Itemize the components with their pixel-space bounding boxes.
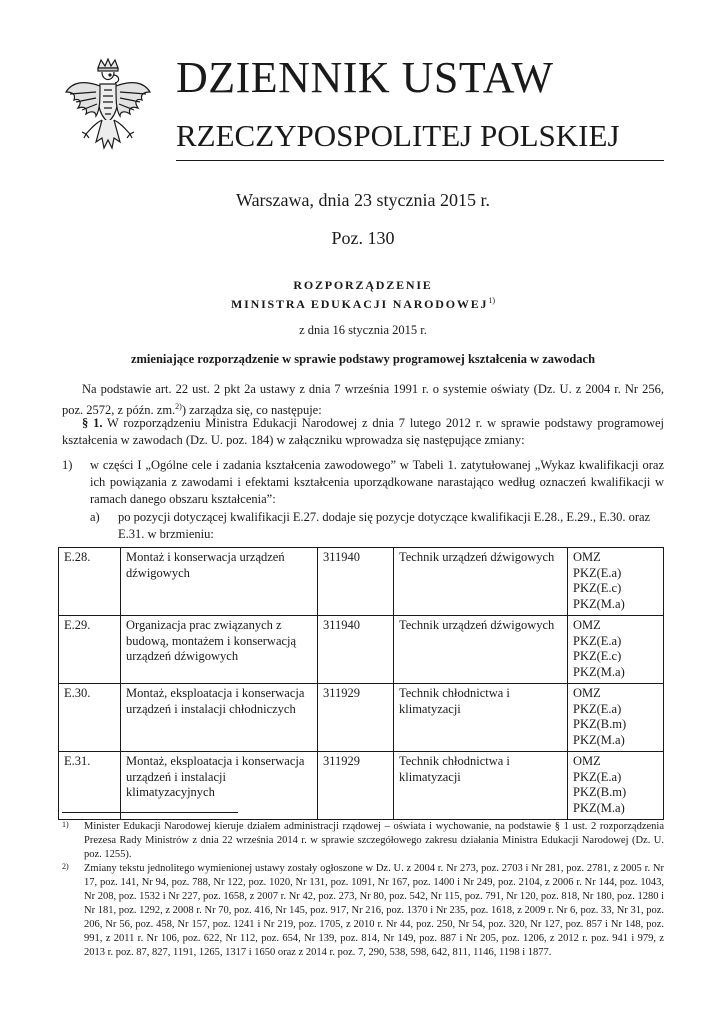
- learning-effects: [568, 684, 664, 752]
- footnote-ref-1[interactable]: 1): [488, 296, 495, 305]
- section-1-label: § 1.: [82, 416, 103, 430]
- journal-title: DZIENNIK USTAW: [176, 53, 554, 102]
- masthead: [62, 52, 664, 162]
- profession-name: Technik urządzeń dźwigowych: [394, 548, 568, 616]
- profession-code: 311929: [318, 752, 394, 820]
- effect-code: PKZ(E.a): [573, 633, 622, 648]
- footnote-divider: [62, 812, 238, 813]
- effect-code: OMZ: [573, 754, 601, 768]
- effect-code: PKZ(E.a): [573, 769, 622, 784]
- legal-basis-text: Na podstawie art. 22 ust. 2 pkt 2a ustawy z dnia 7 września 1991 r. o systemie oświaty (Dz. U. z 2004 r. Nr 256, poz. 2572, z późn. zm.: [62, 382, 664, 418]
- footnote-mark: 1): [62, 820, 69, 829]
- qualification-code: E.30.: [59, 684, 121, 752]
- effect-code: PKZ(E.c): [573, 649, 622, 663]
- profession-code: 311940: [318, 548, 394, 616]
- act-subject: zmieniające rozporządzenie w sprawie podstawy programowej kształcenia w zawodach: [130, 352, 596, 366]
- legal-basis-paragraph: [62, 381, 664, 419]
- effect-code: OMZ: [573, 550, 601, 564]
- profession-code: 311940: [318, 616, 394, 684]
- learning-effects: [568, 752, 664, 820]
- effect-code: PKZ(M.a): [573, 596, 625, 611]
- qualification-code: E.31.: [59, 752, 121, 820]
- qualification-code: E.29.: [59, 616, 121, 684]
- effect-code: PKZ(E.c): [573, 581, 622, 595]
- dateline: Warszawa, dnia 23 stycznia 2015 r.: [236, 190, 490, 210]
- effect-code: PKZ(M.a): [573, 664, 625, 679]
- effect-code: PKZ(E.a): [573, 701, 622, 716]
- profession-name: Technik chłodnictwa i klimatyzacji: [394, 752, 568, 820]
- footnote-mark: 2): [62, 862, 69, 871]
- subitem-text: po pozycji dotyczącej kwalifikacji E.27. dodaje się pozycje dotyczące kwalifikacji E.28., E.29., E.30. oraz E.31. w brzmieniu:: [118, 510, 651, 541]
- qualification-name: Montaż, eksploatacja i konserwacja urządzeń i instalacji chłodniczych: [121, 684, 318, 752]
- qualification-name: Organizacja prac związanych z budową, montażem i konserwacją urządzeń dźwigowych: [121, 616, 318, 684]
- effect-code: PKZ(M.a): [573, 800, 625, 815]
- learning-effects: [568, 616, 664, 684]
- item-number: 1): [62, 458, 73, 472]
- effect-code: PKZ(E.a): [573, 565, 622, 580]
- section-1-text: W rozporządzeniu Ministra Edukacji Narodowej z dnia 7 lutego 2012 r. w sprawie podstawy programowej kształcenia w zawodach (Dz. U. poz. 184) w załączniku wprowadza się następujące zmiany:: [62, 416, 665, 447]
- effect-code: PKZ(B.m): [573, 785, 627, 799]
- act-type: ROZPORZĄDZENIE: [293, 278, 433, 292]
- subitem-letter: a): [90, 510, 100, 524]
- masthead-rule: [176, 160, 664, 161]
- effect-code: OMZ: [573, 686, 601, 700]
- qualification-name: Montaż, eksploatacja i konserwacja urządzeń i instalacji klimatyzacyjnych: [121, 752, 318, 820]
- qualification-code: E.28.: [59, 548, 121, 616]
- footnote-text: Zmiany tekstu jednolitego wymienionej ustawy zostały ogłoszone w Dz. U. z 2004 r. Nr 273, poz. 2703 i Nr 281, poz. 2781, z 2005 r. Nr 17, poz. 141, Nr 94, poz. 788, Nr 122, poz. 1020, Nr 131, poz. 1091, Nr 167, poz. 1400 i Nr 249, poz. 2104, z 2006 r. Nr 144, poz. 1043, Nr 208, poz. 1532 i Nr 227, poz. 1658, z 2007 r. Nr 42, poz. 273, Nr 80, poz. 542, Nr 115, poz. 791, Nr 120, poz. 818, Nr 180, poz. 1280 i Nr 181, poz. 1292, z 2008 r. Nr 70, poz. 416, Nr 145, poz. 917, Nr 216, poz. 1370 i Nr 235, poz. 1618, z 2009 r. Nr 6, poz. 33, Nr 31, poz. 206, Nr 56, poz. 458, Nr 157, poz. 1241 i Nr 219, poz. 1705, z 2010 r. Nr 44, poz. 250, Nr 54, poz. 320, Nr 127, poz. 857 i Nr 148, poz. 991, z 2011 r. Nr 106, poz. 622, Nr 112, poz. 654, Nr 139, poz. 814, Nr 149, poz. 887 i Nr 205, poz. 1206, z 2012 r. poz. 941 i 979, z 2013 r. poz. 87, 827, 1191, 1265, 1317 i 1650 oraz z 2014 r. poz. 7, 290, 538, 598, 642, 811, 1146, 1198 i 1877.: [84, 863, 664, 958]
- profession-name: Technik chłodnictwa i klimatyzacji: [394, 684, 568, 752]
- polish-eagle-emblem-icon: [62, 58, 154, 162]
- qualification-name: Montaż i konserwacja urządzeń dźwigowych: [121, 548, 318, 616]
- footnote-ref-2[interactable]: 2): [175, 402, 182, 411]
- effect-code: PKZ(B.m): [573, 717, 627, 731]
- legal-basis-end: ) zarządza się, co następuje:: [181, 403, 322, 418]
- footnote-text: Minister Edukacji Narodowej kieruje działem administracji rządowej – oświata i wychowanie, na podstawie § 1 ust. 2 rozporządzenia Prezesa Rady Ministrów z dnia 22 września 2014 r. w sprawie szczegółowego zakresu działania Ministra Edukacji Narodowej (Dz. U. poz. 1255).: [84, 821, 664, 860]
- effect-code: OMZ: [573, 618, 601, 632]
- table-row: [59, 684, 664, 752]
- qualifications-table: [58, 547, 664, 820]
- table-row: [59, 752, 664, 820]
- profession-name: Technik urządzeń dźwigowych: [394, 616, 568, 684]
- profession-code: 311929: [318, 684, 394, 752]
- table-row: [59, 616, 664, 684]
- act-date: z dnia 16 stycznia 2015 r.: [299, 323, 427, 337]
- position-number: Poz. 130: [331, 228, 395, 248]
- item-text: w części I „Ogólne cele i zadania kształcenia zawodowego” w Tabeli 1. zatytułowanej „Wykaz kwalifikacji oraz ich powiązania z zawodami i efektami kształcenia uporządkowane narastająco według oznaczeń kwalifikacji w ramach danego obszaru kształcenia”:: [90, 458, 664, 506]
- issuer: [62, 296, 664, 312]
- learning-effects: [568, 548, 664, 616]
- section-1-paragraph: [62, 415, 664, 449]
- table-row: [59, 548, 664, 616]
- issuer-text: MINISTRA EDUKACJI NARODOWEJ: [231, 297, 489, 311]
- effect-code: PKZ(M.a): [573, 732, 625, 747]
- journal-subtitle: RZECZYPOSPOLITEJ POLSKIEJ: [176, 118, 620, 153]
